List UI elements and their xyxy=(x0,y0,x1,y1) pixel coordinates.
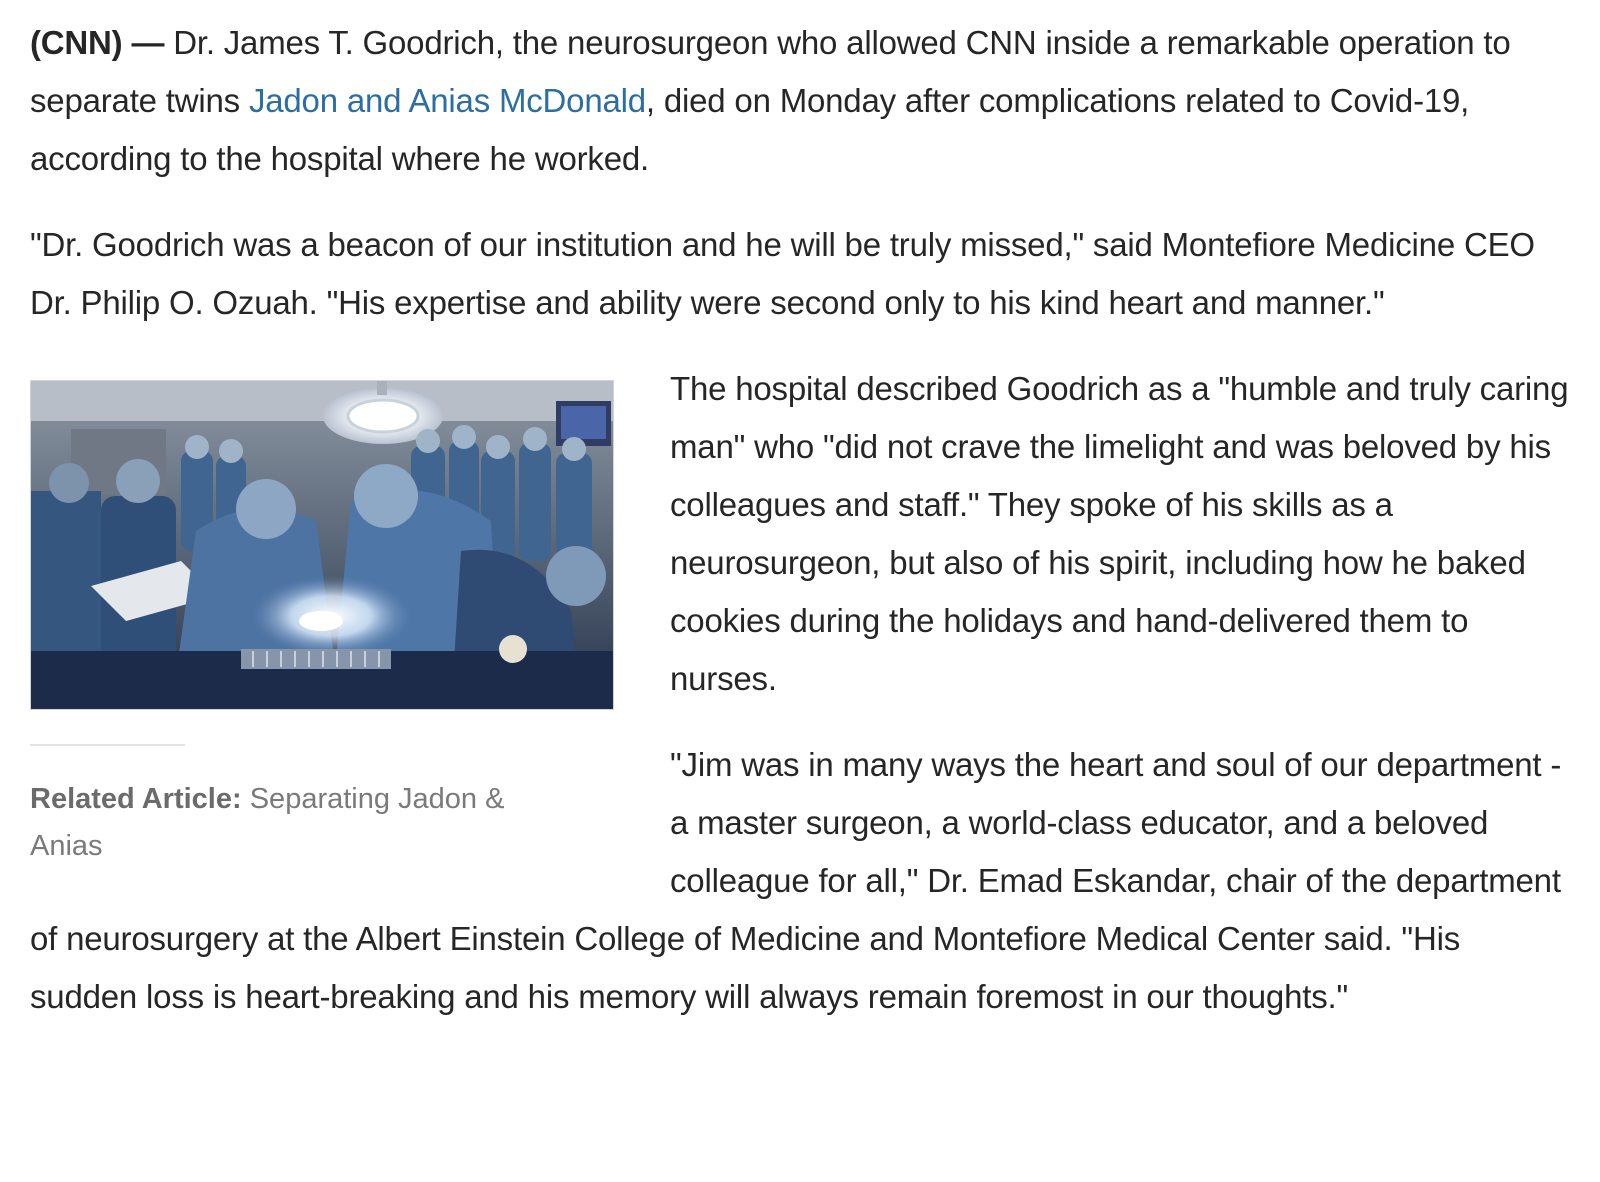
paragraph-1 xyxy=(30,14,1570,188)
related-divider xyxy=(30,744,185,746)
paragraph-1-text-a: Dr. James T. Goodrich, the neurosurgeon who allowed CNN inside a remarkable operation to separate twins xyxy=(30,24,1511,119)
twins-link[interactable]: Jadon and Anias McDonald xyxy=(248,82,646,119)
article-body xyxy=(30,14,1570,1054)
related-media xyxy=(30,380,612,870)
surgery-photo[interactable] xyxy=(30,380,614,710)
related-article-label: Related Article: xyxy=(30,783,242,815)
source-tag: (CNN) — xyxy=(30,24,165,61)
related-article-link[interactable]: Separating Jadon & Anias xyxy=(30,783,505,862)
paragraph-3: The hospital described Goodrich as a "humble and truly caring man" who "did not crave the limelight and was beloved by his colleagues and staff." They spoke of his skills as a neurosurgeon, but also of his spirit, including how he baked cookies during the holidays and hand-delivered them to nurses. xyxy=(670,370,1569,697)
related-article xyxy=(30,776,570,870)
paragraph-2: "Dr. Goodrich was a beacon of our institution and he will be truly missed," said Montefiore Medicine CEO Dr. Philip O. Ozuah. "His expertise and ability were second only to his kind heart and manner." xyxy=(30,226,1535,321)
paragraph-4: "Jim was in many ways the heart and soul of our department - a master surgeon, a world-class educator, and a beloved colleague for all," Dr. Emad Eskandar, chair of the department of neurosurgery at the Albert Einstein College of Medicine and Montefiore Medical Center said. "His sudden loss is heart-breaking and his memory will always remain foremost in our thoughts." xyxy=(30,746,1562,1015)
paragraph-1-text-b: , died on Monday after complications related to Covid-19, according to the hospital where he worked. xyxy=(30,82,1470,177)
